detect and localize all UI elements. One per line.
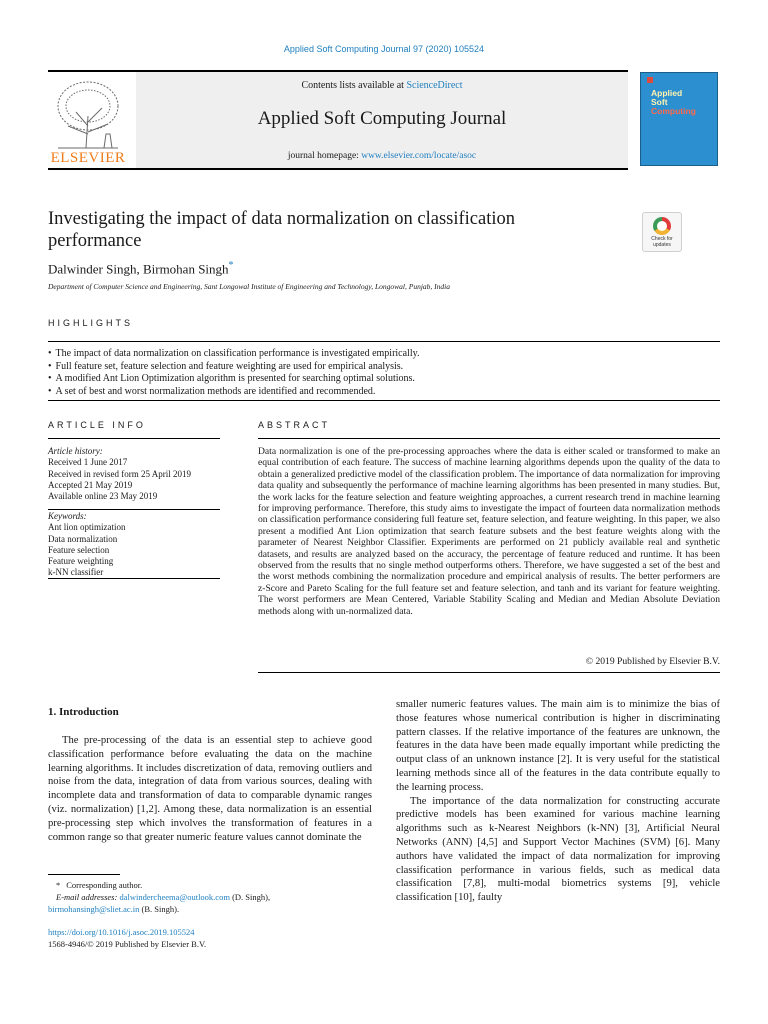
keywords-label: Keywords:	[48, 511, 87, 521]
highlight-item: • The impact of data normalization on classification performance is investigated empirically.	[48, 348, 720, 361]
abstract-heading: ABSTRACT	[258, 420, 331, 430]
journal-citation[interactable]: Applied Soft Computing Journal 97 (2020) 105524	[283, 44, 485, 54]
highlights-heading: HIGHLIGHTS	[48, 318, 134, 328]
journal-title: Applied Soft Computing Journal	[257, 108, 507, 129]
email-link-2[interactable]: birmohansingh@sliet.ac.in	[48, 903, 140, 914]
abstract-rule-top	[258, 438, 720, 439]
contents-prefix: Contents lists available at	[301, 80, 407, 91]
keyword-item: Ant lion optimization	[48, 522, 126, 533]
corresponding-footnote	[48, 880, 142, 890]
keyword-item: Feature weighting	[48, 556, 114, 567]
affiliation: Department of Computer Science and Engineering, Sant Longowal Institute of Engineering and Technology, Longowal, Punjab, India	[48, 282, 450, 291]
history-item: Available online 23 May 2019	[48, 491, 158, 502]
cover-line-1: Applied	[651, 88, 683, 98]
doi-link[interactable]: https://doi.org/10.1016/j.asoc.2019.105524	[48, 927, 195, 937]
homepage-prefix: journal homepage:	[287, 151, 362, 161]
article-info-heading: ARTICLE INFO	[48, 420, 146, 430]
highlight-item: • A modified Ant Lion Optimization algorithm is presented for searching optimal solutions.	[48, 373, 720, 386]
paper-title: Investigating the impact of data normalization on classification performance	[48, 209, 515, 251]
cover-line-2: Soft	[651, 97, 668, 107]
journal-homepage	[136, 151, 628, 161]
keywords	[48, 511, 220, 579]
history-label: Article history:	[48, 446, 103, 456]
keyword-item: k-NN classifier	[48, 567, 104, 578]
highlight-item: • Full feature set, feature selection and feature weighting are used for empirical analysis.	[48, 361, 720, 374]
email-owner-1: (D. Singh),	[232, 892, 271, 902]
introduction-heading: 1. Introduction	[48, 706, 119, 718]
article-info-rule-mid	[48, 509, 220, 510]
history-item: Accepted 21 May 2019	[48, 479, 133, 490]
check-updates-label: Check for updates	[651, 236, 673, 248]
header-bottom-rule	[48, 168, 628, 170]
journal-cover-image[interactable]	[640, 72, 718, 166]
footnote-rule	[48, 874, 120, 875]
highlights-rule-bottom	[48, 400, 720, 401]
footnote-mark: *	[56, 880, 61, 890]
article-info-rule-bottom	[48, 578, 220, 579]
history-item: Received in revised form 25 April 2019	[48, 468, 191, 479]
abstract-copyright: © 2019 Published by Elsevier B.V.	[585, 656, 720, 667]
author-list	[48, 260, 234, 277]
introduction-column-1: The pre-processing of the data is an essential step to achieve good classification performance before evaluating the data on the machine learning algorithms. It includes discretization of data, removing outliers and noise from the data, integration of data from various sources, dealing with incomplete data and transformation of data to comparable dynamic ranges (viz. normalization) [1,2]. Among these, data normalization is an essential pre-processing step which involves the transformation of features in a common range so that greater numeric feature values cannot dominate the	[48, 735, 372, 843]
highlight-item: • A set of best and worst normalization methods are identified and recommended.	[48, 386, 720, 399]
email-link-1[interactable]: dalwindercheema@outlook.com	[119, 892, 230, 902]
introduction-column-2	[396, 698, 720, 905]
email-label: E-mail addresses:	[56, 892, 118, 902]
check-updates-icon	[653, 217, 671, 235]
highlights-list	[48, 348, 720, 398]
article-info-rule-top	[48, 438, 220, 439]
keyword-item: Data normalization	[48, 533, 118, 544]
keyword-item: Feature selection	[48, 544, 110, 555]
abstract-rule-bottom	[258, 672, 720, 673]
homepage-link[interactable]: www.elsevier.com/locate/asoc	[361, 151, 477, 161]
cover-mark	[647, 77, 653, 83]
cover-line-3: Computing	[651, 106, 696, 116]
author-names: Dalwinder Singh, Birmohan Singh	[48, 261, 229, 277]
abstract-text: Data normalization is one of the pre-processing approaches where the data is either scaled or transformed to make an equal contribution of each feature. The success of machine learning algorithms depends upon the quality of the data to obtain a generalized predictive model of the classification problem. The importance of data normalization for improving data quality and subsequently the performance of machine learning algorithms has been presented in many studies. But, the work lacks for the feature selection and feature weighting approaches, a current research trend in machine learning for improving performance. Therefore, this study aims to investigate the impact of fourteen data normalization methods on classification performance considering full feature set, feature selection, and feature weighting. In this paper, we also present a modified Ant Lion optimization that search feature subsets and the best feature weights along with the parameter of Nearest Neighbor Classifier. Experiments are performed on 21 publicly available real and synthetic datasets, and results are analyzed based on the accuracy, the percentage of feature reduced and runtime. It has been observed from the results that no single method outperforms others. Therefore, we have suggested a set of the best and the worst methods combining the normalization procedure and empirical analysis of results. The better performers are z-Score and Pareto Scaling for the full feature set and feature selection, and tanh and its variant for feature weighting. The worst performers are Mean Centered, Variable Stability Scaling and Median and Median Absolute Deviation methods along with un-normalized data.	[258, 446, 720, 617]
issn-line: 1568-4946/© 2019 Published by Elsevier B.V.	[48, 939, 207, 949]
article-history	[48, 446, 220, 502]
publisher-name: ELSEVIER	[50, 150, 126, 166]
history-item: Received 1 June 2017	[48, 457, 128, 468]
header-top-rule	[48, 70, 628, 72]
cover-title	[651, 89, 696, 116]
corresponding-label: Corresponding author.	[66, 880, 143, 890]
paragraph: smaller numeric features values. The main aim is to minimize the bias of those features whose numerical contribution is higher in discriminating pattern classes. If the relative importance of the features are unknown, the features in the data have been made equally important while predicting the output class of an unknown instance [2]. It is very useful for the statistical learning methods since all of the features in the data contribute equally to the learning process.	[396, 699, 720, 793]
highlights-rule-top	[48, 341, 720, 342]
contents-availability	[136, 80, 628, 91]
paragraph: The importance of the data normalization for constructing accurate predictive models has been examined for various machine learning algorithms such as k-Nearest Neighbors (k-NN) [3], Artificial Neural Networks (ANN) [4,5] and Support Vector Machines (SVM) [6]. Many authors have validated the impact of data normalization for improving classification performance in various fields, such as medical data classification [7,8], multi-modal biometrics systems [9], vehicle classification [10], faulty	[396, 795, 720, 904]
corresponding-author-mark[interactable]: *	[228, 260, 234, 271]
check-for-updates-badge[interactable]	[642, 212, 682, 252]
email-owner-2: (B. Singh).	[141, 903, 180, 914]
email-footnote	[48, 892, 372, 915]
sciencedirect-link[interactable]: ScienceDirect	[406, 80, 463, 91]
